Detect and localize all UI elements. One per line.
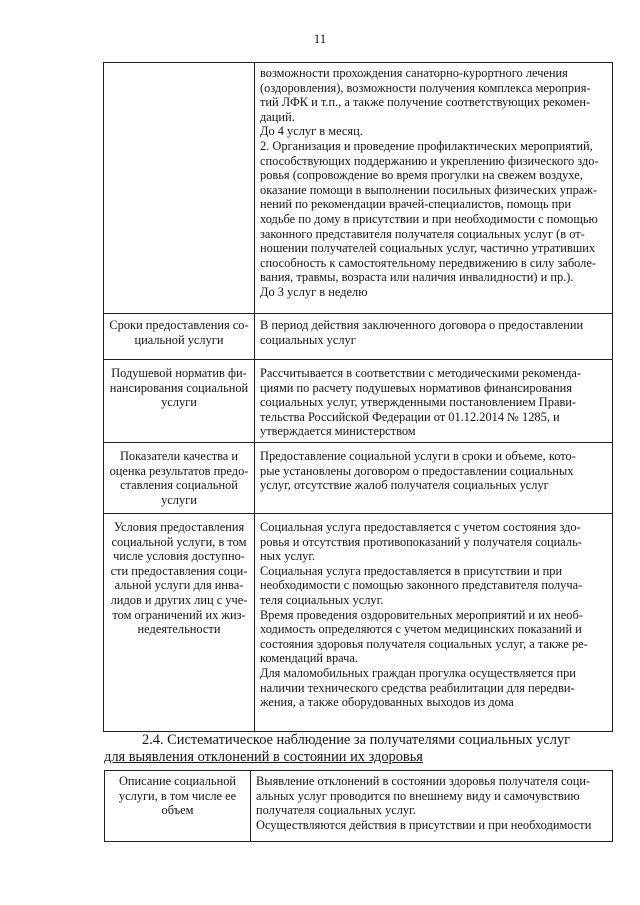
cell-text-line: способствующих поддержанию и укреплению физического здо- — [260, 153, 599, 168]
row-label-cell — [104, 314, 255, 360]
cell-text-line: Подушевой норматив фи- — [111, 366, 247, 380]
cell-text-line: циями по расчету подушевых нормативов финансирования — [260, 380, 572, 395]
cell-text-line: социальной услуги, в том — [111, 534, 247, 549]
cell-text-line: состояния здоровья получателя социальных услуг, а также ре- — [260, 636, 588, 651]
row-label-cell — [104, 63, 255, 314]
cell-text-line: социальных услуг, утвержденными постановлением Прави- — [260, 395, 577, 410]
cell-text-line: Рассчитывается в соответствии с методическими рекоменда- — [260, 366, 582, 380]
cell-text-line: Социальная услуга предоставляется с учетом состояния здо- — [260, 520, 581, 534]
cell-text-line: ходьбе по дому в присутствии и при необходимости с помощью — [260, 211, 598, 226]
cell-text-line: Для маломобильных граждан прогулка осуществляется при — [260, 665, 576, 680]
row-label-cell — [104, 360, 255, 443]
section-heading-line: для выявления отклонений в состоянии их здоровья — [104, 749, 423, 765]
cell-text-line: том ограничений их жиз- — [112, 607, 246, 622]
service-table — [104, 770, 613, 842]
cell-text-line: услуги — [161, 395, 197, 410]
cell-text-line: услуги — [161, 492, 197, 507]
cell-text-line: ставления социальной — [120, 478, 238, 493]
table-row — [104, 63, 613, 314]
cell-text-line: Показатели качества и — [119, 449, 239, 463]
cell-text-line: нений по рекомендации врачей-специалистов, помощь при — [260, 197, 572, 212]
cell-text-line: ходимость определяются с учетом медицинских показаний и — [260, 622, 582, 637]
cell-text-line: жения, а также оборудованных выходов из дома — [260, 695, 514, 710]
cell-text-line: утверждается министерством — [260, 424, 416, 439]
cell-text-line: Описание социальной — [118, 774, 237, 788]
cell-text-line: объем — [161, 803, 194, 818]
cell-text-line: ровья и отсутствия противопоказаний у получателя социаль- — [260, 534, 582, 549]
table-row — [104, 360, 613, 443]
cell-text-line: числе условия доступно- — [113, 549, 245, 564]
cell-text-line: оценка результатов предо- — [109, 463, 249, 478]
cell-text-line: сти предоставления соци- — [110, 563, 248, 578]
cell-text-line: необходимости с помощью законного представителя получа- — [260, 578, 583, 593]
cell-text-line: комендаций врача. — [260, 651, 358, 666]
cell-text-line: теля социальных услуг. — [260, 592, 384, 607]
cell-text-line: циальной услуги — [134, 332, 224, 347]
row-label-cell — [105, 771, 251, 842]
cell-text-line: недеятельности — [137, 622, 221, 637]
row-content-cell — [255, 360, 613, 443]
cell-text-line: ных услуг. — [260, 549, 316, 564]
service-table — [103, 62, 613, 732]
cell-text-line: До 4 услуг в месяц. — [260, 124, 363, 139]
cell-text-line: альных услуг проводится по внешнему виду и самочувствию — [256, 788, 580, 803]
table-row — [105, 771, 613, 842]
cell-text-line: 2. Организация и проведение профилактических мероприятий, — [260, 138, 593, 153]
row-content-cell — [255, 314, 613, 360]
cell-text-line: социальных услуг — [260, 332, 356, 347]
cell-text-line: тельства Российской Федерации от 01.12.2014 № 1285, и — [260, 409, 560, 424]
cell-text-line: рые установлены договором о предоставлении социальных — [260, 463, 574, 478]
page-number: 11 — [313, 31, 327, 46]
cell-text-line: альной услуги для инва- — [114, 578, 244, 593]
table-row — [104, 314, 613, 360]
table-row — [104, 514, 613, 732]
cell-text-line: До 3 услуг в неделю — [260, 284, 368, 299]
cell-text-line: оказание помощи в выполнении посильных физических упраж- — [260, 182, 597, 197]
table-row — [104, 443, 613, 514]
cell-text-line: услуг, отсутствие жалоб получателя социальных услуг — [260, 478, 549, 493]
section-heading-line: 2.4. Систематическое наблюдение за получателями социальных услуг — [142, 732, 571, 748]
cell-text-line: (оздоровления), возможности получения комплекса мероприя- — [260, 80, 591, 95]
row-content-cell — [255, 514, 613, 732]
cell-text-line: лидов и других лиц с уче- — [110, 592, 248, 607]
cell-text-line: Социальная услуга предоставляется в присутствии и при — [260, 563, 563, 578]
cell-text-line: В период действия заключенного договора о предоставлении — [260, 318, 584, 332]
cell-text-line: Сроки предоставления со- — [109, 318, 249, 332]
cell-text-line: Предоставление социальной услуги в сроки и объеме, кото- — [260, 449, 576, 463]
row-content-cell — [255, 443, 613, 514]
row-label-cell — [104, 443, 255, 514]
cell-text-line: Осуществляются действия в присутствии и при необходимости — [256, 817, 592, 832]
cell-text-line: услуги, в том числе ее — [118, 788, 237, 803]
row-content-cell — [251, 771, 613, 842]
cell-text-line: Условия предоставления — [113, 520, 245, 534]
cell-text-line: возможности прохождения санаторно-курортного лечения — [260, 66, 568, 80]
cell-text-line: нансирования социальной — [109, 380, 249, 395]
row-label-cell — [104, 514, 255, 732]
cell-text-line: наличии технического средства реабилитации для передви- — [260, 680, 575, 695]
cell-text-line: вания, травмы, возраста или наличия инвалидности) и пр.). — [260, 270, 574, 285]
row-content-cell — [255, 63, 613, 314]
section-heading — [104, 732, 612, 766]
cell-text-line: законного представителя получателя социальных услуг (в от- — [260, 226, 585, 241]
cell-text-line: получателя социальных услуг. — [256, 803, 416, 818]
cell-text-line: способность к самостоятельному передвижению в силу заболе- — [260, 255, 596, 270]
cell-text-line: тий ЛФК и т.п., а также получение соответствующих рекомен- — [260, 95, 591, 110]
cell-text-line: ровья (сопровождение во время прогулки на свежем воздухе, — [260, 168, 583, 183]
cell-text-line: Выявление отклонений в состоянии здоровья получателя соци- — [256, 774, 591, 788]
cell-text-line: даций. — [260, 109, 295, 124]
cell-text-line: ношении получателей социальных услуг, частично утративших — [260, 241, 596, 256]
cell-text-line: Время проведения оздоровительных мероприятий и их необ- — [260, 607, 583, 622]
